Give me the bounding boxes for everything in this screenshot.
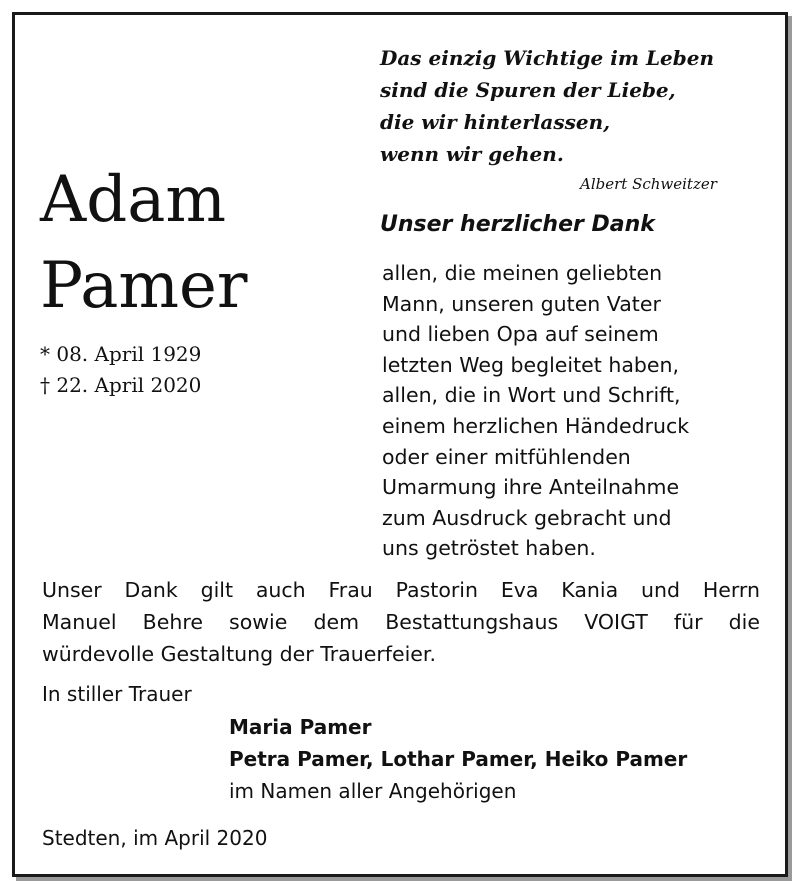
quote-author: Albert Schweitzer (580, 175, 717, 193)
thanks-line: allen, die in Wort und Schrift, (382, 383, 681, 408)
thanks-line: uns getröstet haben. (382, 536, 596, 561)
thanks-line: letzten Weg begleitet haben, (382, 352, 680, 377)
closing-line: Manuel Behre sowie dem Bestattungshaus VOIGT für die (42, 610, 760, 634)
closing-line: würdevolle Gestaltung der Trauerfeier. (42, 642, 436, 666)
thanks-title: Unser herzlicher Dank (380, 212, 655, 237)
death-date: † 22. April 2020 (40, 373, 202, 397)
thanks-line: oder einer mitfühlenden (382, 444, 631, 469)
quote-line: die wir hinterlassen, (380, 110, 611, 134)
mourners-block (229, 711, 687, 807)
thanks-line: Umarmung ihre Anteilnahme (382, 475, 680, 500)
closing-line: Unser Dank gilt auch Frau Pastorin Eva Kania und Herrn (42, 578, 760, 602)
birth-date: * 08. April 1929 (40, 342, 202, 366)
thanks-line: allen, die meinen geliebten (382, 261, 663, 285)
deceased-last-name: Pamer (40, 249, 248, 323)
quote-line: Das einzig Wichtige im Leben (380, 46, 714, 70)
thanks-line: Mann, unseren guten Vater (382, 291, 661, 316)
quote-line: wenn wir gehen. (380, 142, 564, 166)
thanks-line: und lieben Opa auf seinem (382, 322, 659, 347)
thanks-body (382, 258, 689, 564)
mourning-intro: In stiller Trauer (42, 682, 192, 706)
deceased-first-name: Adam (40, 163, 227, 237)
thanks-line: zum Ausdruck gebracht und (382, 505, 672, 530)
closing-paragraph (42, 574, 760, 670)
quote-block (380, 42, 714, 170)
quote-line: sind die Spuren der Liebe, (380, 78, 676, 102)
mourner-name: Maria Pamer (229, 715, 372, 739)
thanks-line: einem herzlichen Händedruck (382, 413, 690, 438)
mourner-name: Petra Pamer, Lothar Pamer, Heiko Pamer (229, 747, 688, 771)
place-date: Stedten, im April 2020 (42, 826, 268, 850)
mourning-note: im Namen aller Angehörigen (229, 779, 517, 803)
